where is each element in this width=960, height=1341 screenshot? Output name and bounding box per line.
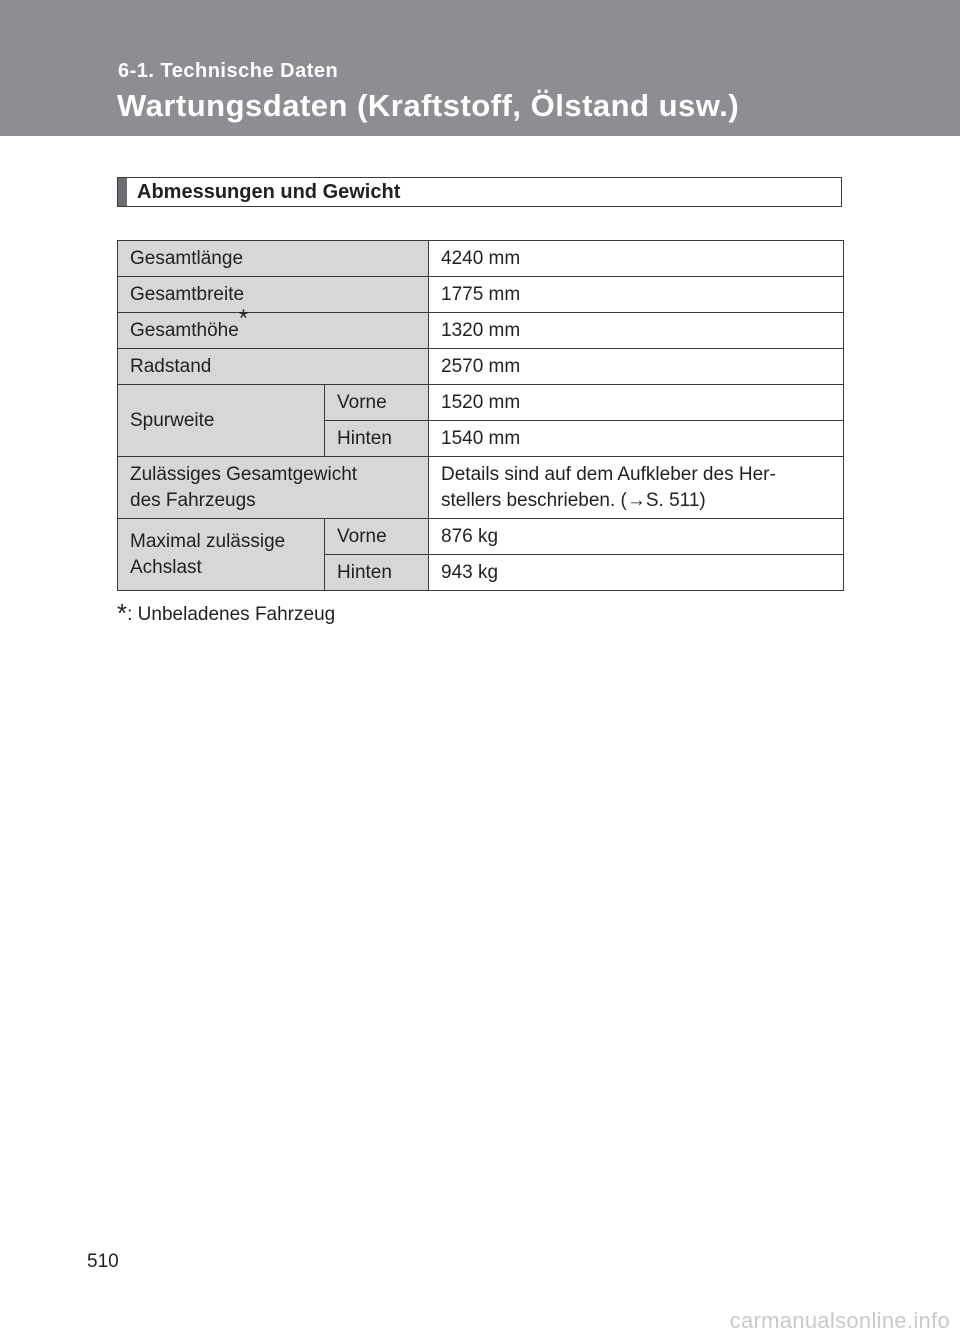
row-value: 876 kg (429, 519, 844, 555)
table-row (118, 241, 844, 277)
subheading-bar (118, 178, 127, 206)
row-value-cell (429, 457, 844, 519)
row-label-line: Achslast (130, 556, 202, 578)
row-label-line: Zulässiges Gesamtgewicht (130, 463, 358, 485)
subheading-box (117, 177, 842, 207)
row-label-cell (118, 519, 325, 591)
footnote-text: : Unbeladenes Fahrzeug (127, 604, 336, 625)
row-label: Spurweite (118, 385, 325, 457)
sub-label: Vorne (325, 385, 429, 421)
row-label: Gesamtlänge (118, 241, 429, 277)
page-title: Wartungsdaten (Kraftstoff, Ölstand usw.) (117, 88, 740, 123)
row-label-line: Maximal zulässige (130, 530, 286, 552)
row-label-cell (118, 457, 429, 519)
table-row (118, 277, 844, 313)
table-row (118, 313, 844, 349)
row-value: 1520 mm (429, 385, 844, 421)
sub-label: Hinten (325, 555, 429, 591)
footnote (117, 596, 335, 627)
row-value: 2570 mm (429, 349, 844, 385)
footnote-marker: * (117, 598, 128, 628)
row-value: 943 kg (429, 555, 844, 591)
sub-label: Hinten (325, 421, 429, 457)
footnote-marker: * (238, 305, 249, 333)
dimensions-table (117, 240, 844, 591)
subheading-text: Abmessungen und Gewicht (137, 181, 401, 203)
watermark: carmanualsonline.info (729, 1308, 950, 1333)
row-value: 1320 mm (429, 313, 844, 349)
row-label: Gesamthöhe (130, 319, 239, 341)
row-value-line: stellers beschrieben. (→S. 511) (441, 489, 706, 511)
row-label-cell (118, 305, 429, 349)
row-label: Radstand (118, 349, 429, 385)
table-row (118, 457, 844, 519)
table-row (118, 349, 844, 385)
page-header (0, 0, 960, 136)
table-row (118, 385, 844, 421)
page-number: 510 (87, 1251, 119, 1272)
row-value-line: Details sind auf dem Aufkleber des Her- (441, 463, 776, 485)
row-label: Gesamtbreite (118, 277, 429, 313)
table-row (118, 519, 844, 555)
row-value: 4240 mm (429, 241, 844, 277)
row-label-line: des Fahrzeugs (130, 489, 256, 511)
section-label: 6-1. Technische Daten (118, 60, 339, 82)
row-value: 1775 mm (429, 277, 844, 313)
row-value: 1540 mm (429, 421, 844, 457)
sub-label: Vorne (325, 519, 429, 555)
